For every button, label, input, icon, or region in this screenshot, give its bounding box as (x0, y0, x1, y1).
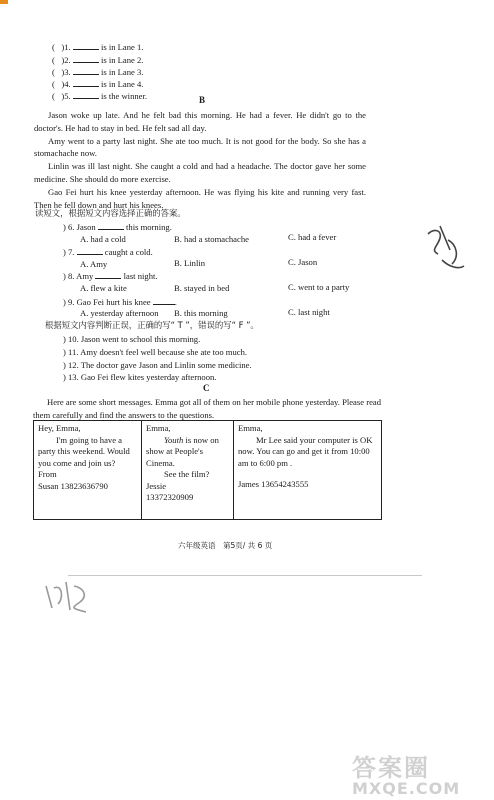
message-sender: Jessie (146, 480, 167, 491)
message-phone: 13372320909 (146, 492, 194, 502)
item-number: )5. (61, 91, 71, 101)
passage-paragraph: Amy went to a party last night. She ate too much. It is not good for the body. So she has a stomachache now. (34, 135, 366, 159)
tf-item-11: ) 11. Amy doesn't feel well because she ate too much. (63, 347, 248, 357)
paren: ( (52, 67, 55, 77)
item-number: )2. (61, 55, 71, 65)
message-greeting: Emma, (238, 423, 263, 433)
matching-item-2 (52, 54, 143, 66)
message-jessie (142, 421, 234, 519)
passage-paragraph: Gao Fei hurt his knee yesterday afternoon. He was flying his kite and running very fast. Then he fell down and hurt his knees. (34, 186, 366, 210)
corner-mark (0, 0, 8, 4)
stem-text: ) 9. Gao Fei hurt his knee (63, 297, 151, 307)
question-8-stem (63, 270, 158, 282)
option-b: B. had a stomachache (174, 234, 249, 244)
paren: ( (52, 91, 55, 101)
item-text: is in Lane 1. (100, 42, 144, 52)
section-c-heading: C (203, 383, 210, 393)
stem-text: ) 7. (63, 247, 75, 257)
item-number: )3. (61, 67, 71, 77)
handwriting-scribble (420, 220, 470, 280)
paren: ( (52, 55, 55, 65)
message-susan (34, 421, 142, 519)
option-c: C. went to a party (288, 282, 350, 292)
tf-item-12: ) 12. The doctor gave Jason and Linlin some medicine. (63, 360, 252, 370)
answer-blank (73, 41, 99, 50)
matching-item-4 (52, 78, 143, 90)
matching-item-3 (52, 66, 143, 78)
section-b-passage (34, 109, 366, 211)
option-b: B. Linlin (174, 258, 206, 268)
item-number: )1. (61, 42, 71, 52)
handwriting-scribble (40, 578, 100, 618)
answer-blank (77, 246, 103, 255)
answer-blank (73, 78, 99, 87)
watermark-brand: 答案圈 (352, 754, 430, 782)
section-c-intro (33, 396, 381, 422)
intro-text: Here are some short messages. Emma got all of them on her mobile phone yesterday. Please read them carefully and find the answers to the questions. (33, 397, 381, 420)
divider (68, 575, 422, 576)
message-greeting: Hey, Emma, (38, 423, 81, 433)
item-text: is in Lane 3. (100, 67, 144, 77)
stem-text: ) 6. Jason (63, 222, 96, 232)
option-c: C. had a fever (288, 232, 337, 242)
section-b-heading: B (199, 95, 206, 105)
stem-text: caught a cold. (104, 247, 153, 257)
answer-blank (73, 54, 99, 63)
option-b: B. this morning (174, 308, 228, 318)
watermark-url: MXQE.COM (352, 779, 461, 798)
message-sender: James 13654243555 (238, 479, 309, 489)
message-body (146, 435, 229, 470)
stem-text: this morning. (126, 222, 172, 232)
message-body: I'm going to have a party this weekend. Would you come and join us? (38, 434, 130, 468)
matching-item-5 (52, 90, 147, 102)
stem-text: ) 8. Amy (63, 271, 94, 281)
option-a: A. yesterday afternoon (80, 308, 159, 318)
answer-blank (73, 90, 99, 99)
message-greeting: Emma, (146, 423, 171, 433)
message-james (234, 421, 381, 519)
matching-item-1 (52, 41, 143, 53)
option-b: B. stayed in bed (174, 283, 230, 293)
answer-blank (95, 270, 121, 279)
tf-item-13: ) 13. Gao Fei flew kites yesterday afternoon. (63, 372, 217, 382)
message-question: See the film? (164, 469, 210, 479)
passage-paragraph: Jason woke up late. And he felt bad this morning. He had a fever. He didn't go to the doctor's. He had to stay in bed. He felt sad all day. (34, 110, 366, 133)
message-body: Mr Lee said your computer is OK now. You can go and get it from 10:00 am to 6:00 pm . (238, 434, 373, 468)
message-phone: Susan 13823636790 (38, 480, 108, 491)
question-6-stem (63, 221, 172, 233)
item-text: is the winner. (100, 91, 148, 101)
answer-blank (73, 66, 99, 75)
option-a: A. Amy (80, 259, 108, 269)
stem-text: last night. (123, 271, 158, 281)
option-a: A. had a cold (80, 234, 126, 244)
answer-blank (153, 296, 175, 305)
option-a: A. flew a kite (80, 283, 127, 293)
watermark (352, 748, 460, 798)
tf-item-10: ) 10. Jason went to school this morning. (63, 334, 201, 344)
option-c: C. last night (288, 307, 330, 317)
instruction-choice: 读短文，根据短文内容选择正确的答案。 (35, 208, 186, 218)
passage-paragraph: Linlin was ill last night. She caught a cold and had a headache. The doctor gave her some medicine. She should do more exercise. (34, 161, 366, 184)
item-text: is in Lane 4. (100, 79, 144, 89)
item-number: )4. (61, 79, 71, 89)
message-sender: From (38, 469, 57, 479)
film-title: Youth (164, 434, 184, 445)
instruction-true-false: 根据短文内容判断正误，正确的写“ T ”，错误的写“ F ”。 (45, 320, 259, 330)
message-body-text: is now on show at People's Cinema. (146, 434, 219, 468)
option-c: C. Jason (288, 257, 318, 267)
stem-text: . (174, 297, 177, 307)
paren: ( (52, 79, 55, 89)
question-7-stem (63, 246, 153, 258)
item-text: is in Lane 2. (100, 55, 144, 65)
page-footer: 六年级英语 第5页/ 共 6 页 (178, 541, 273, 550)
question-9-stem (63, 296, 177, 308)
messages-table (33, 420, 382, 520)
answer-blank (98, 221, 124, 230)
paren: ( (52, 42, 55, 52)
